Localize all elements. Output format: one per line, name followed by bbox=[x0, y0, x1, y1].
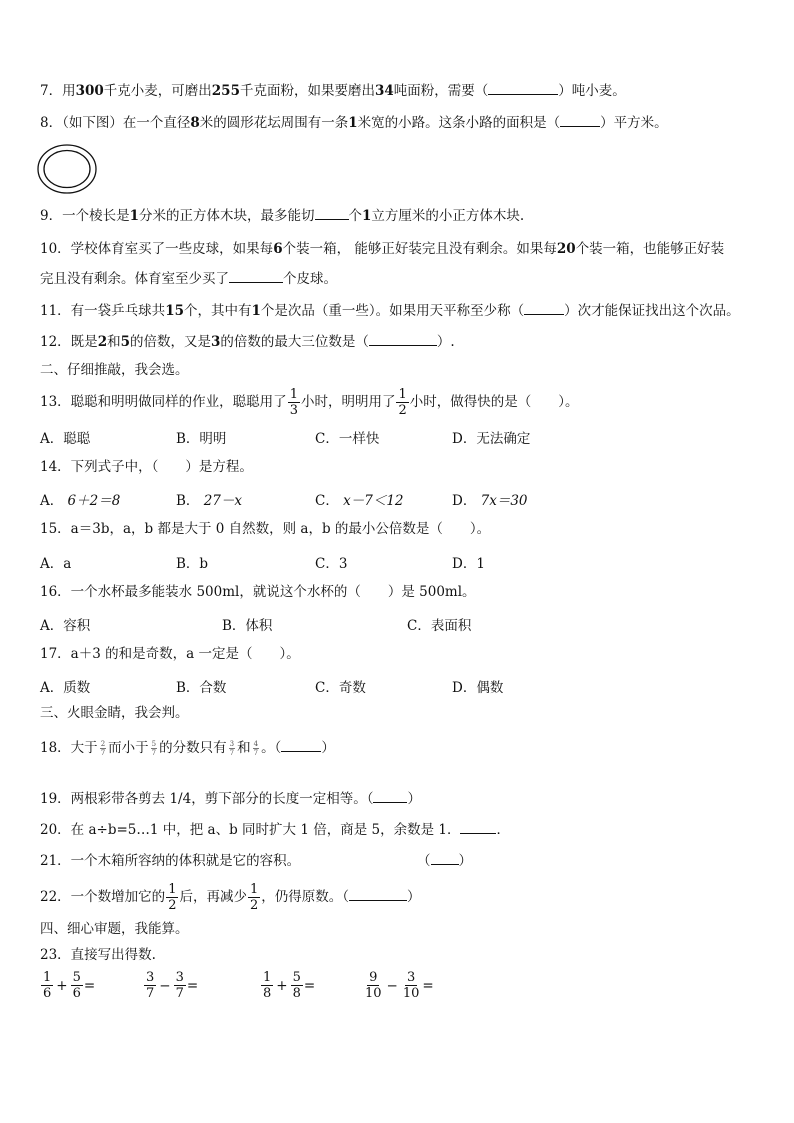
answer-blank[interactable] bbox=[431, 852, 459, 865]
number: 1 bbox=[251, 303, 261, 319]
question-7 bbox=[40, 82, 626, 100]
number: 1 bbox=[348, 115, 358, 131]
option-d[interactable]: D．偶数 bbox=[452, 680, 504, 696]
calc-item-3 bbox=[260, 970, 315, 1001]
text: 8．（如下图）在一个直径 bbox=[40, 115, 191, 131]
text: 的分数只有 bbox=[159, 740, 227, 756]
text: ） bbox=[407, 889, 421, 905]
question-10 bbox=[40, 240, 724, 258]
text: 10．学校体育室买了一些皮球，如果每 bbox=[40, 241, 274, 257]
numerator: 1 bbox=[249, 882, 259, 897]
text: 个，其中有 bbox=[183, 303, 252, 319]
operator: − bbox=[386, 977, 398, 994]
section-3-heading: 三、火眼金睛，我会判。 bbox=[40, 705, 189, 721]
operator: + bbox=[276, 977, 288, 994]
fraction bbox=[248, 882, 260, 913]
number: 6 bbox=[273, 241, 283, 257]
text: 完且没有剩余。体育室至少买了 bbox=[40, 271, 229, 287]
denominator: 2 bbox=[249, 898, 259, 913]
question-18 bbox=[40, 737, 335, 759]
denominator: 2 bbox=[398, 403, 407, 418]
denominator: 2 bbox=[168, 898, 177, 913]
question-21-answer bbox=[417, 852, 472, 870]
number: 20 bbox=[556, 241, 576, 257]
question-21 bbox=[40, 852, 300, 870]
text: 的倍数的最大三位数是（ bbox=[220, 334, 369, 350]
expression: 7x＝30 bbox=[480, 493, 528, 509]
numerator: 5 bbox=[151, 740, 157, 748]
denominator: 10 bbox=[365, 986, 382, 1001]
text: ） bbox=[321, 740, 335, 756]
fraction bbox=[291, 970, 303, 1001]
text: 。（ bbox=[261, 740, 282, 756]
expression: x－7＜12 bbox=[343, 493, 404, 509]
answer-blank[interactable] bbox=[281, 739, 321, 752]
text: 20．在 a÷b=5…1 中，把 a、b 同时扩大 1 倍，商是 5，余数是 1． bbox=[40, 822, 461, 838]
option-c[interactable]: C．3 bbox=[315, 556, 348, 572]
fraction bbox=[71, 970, 83, 1001]
number: 255 bbox=[211, 83, 240, 99]
calc-item-2 bbox=[143, 970, 198, 1001]
question-14: 14．下列式子中，（ ）是方程。 bbox=[40, 459, 253, 475]
inner-circle bbox=[44, 151, 90, 188]
option-b[interactable]: B．合数 bbox=[176, 680, 227, 696]
equals-sign: = bbox=[186, 977, 199, 994]
text: 千克面粉，如果要磨出 bbox=[239, 83, 375, 99]
answer-blank[interactable] bbox=[315, 207, 349, 220]
fraction bbox=[41, 970, 53, 1001]
text: 吨面粉，需要（ bbox=[393, 83, 489, 99]
answer-blank[interactable] bbox=[349, 888, 407, 901]
question-13 bbox=[40, 386, 579, 418]
numerator: 1 bbox=[168, 882, 177, 897]
question-12 bbox=[40, 333, 455, 351]
text: 18．大于 bbox=[40, 740, 98, 756]
text: 13．聪聪和明明做同样的作业，聪聪用了 bbox=[40, 394, 287, 410]
denominator: 8 bbox=[263, 986, 272, 1001]
fraction bbox=[401, 970, 422, 1001]
text: ）平方米。 bbox=[600, 115, 668, 131]
question-16: 16．一个水杯最多能装水 500ml，就说这个水杯的（ ）是 500ml。 bbox=[40, 584, 476, 600]
fraction bbox=[261, 970, 273, 1001]
numerator: 1 bbox=[398, 387, 407, 402]
text: 11．有一袋乒乓球共 bbox=[40, 303, 166, 319]
numerator: 5 bbox=[72, 970, 81, 985]
question-19 bbox=[40, 790, 421, 808]
denominator: 7 bbox=[100, 749, 106, 757]
text: 分米的正方体木块，最多能切 bbox=[139, 208, 315, 224]
fraction bbox=[150, 740, 158, 757]
fraction bbox=[288, 387, 300, 418]
text: ）吨小麦。 bbox=[558, 83, 626, 99]
numerator: 3 bbox=[406, 970, 416, 985]
option-label: D． bbox=[452, 493, 477, 509]
fraction bbox=[99, 740, 107, 757]
outer-circle bbox=[38, 145, 96, 193]
denominator: 6 bbox=[72, 986, 81, 1001]
text: 小时，明明用了 bbox=[300, 394, 396, 410]
answer-blank[interactable] bbox=[229, 270, 283, 283]
text: 个装一箱， 能够正好装完且没有剩余。如果每 bbox=[282, 241, 557, 257]
text: ）. bbox=[436, 334, 455, 350]
number: 1 bbox=[362, 208, 372, 224]
equals-sign: = bbox=[303, 977, 316, 994]
text: 21．一个木箱所容纳的体积就是它的容积。 bbox=[40, 853, 301, 869]
question-9 bbox=[40, 207, 524, 225]
denominator: 10 bbox=[402, 986, 420, 1001]
question-23: 23．直接写出得数. bbox=[40, 947, 156, 963]
option-label: A． bbox=[40, 493, 64, 509]
number: 5 bbox=[120, 334, 130, 350]
option-b[interactable]: B．体积 bbox=[222, 618, 273, 634]
answer-blank[interactable] bbox=[524, 302, 564, 315]
option-a[interactable] bbox=[40, 489, 120, 509]
question-8 bbox=[40, 114, 668, 132]
fraction bbox=[166, 882, 178, 913]
fraction bbox=[144, 970, 156, 1001]
text: 个装一箱，也能够正好装 bbox=[575, 241, 725, 257]
option-b[interactable]: B．明明 bbox=[176, 431, 227, 447]
number: 1 bbox=[129, 208, 139, 224]
equals-sign: = bbox=[83, 977, 96, 994]
answer-blank[interactable] bbox=[373, 790, 407, 803]
text: 的倍数，又是 bbox=[130, 334, 211, 350]
answer-blank[interactable] bbox=[560, 114, 600, 127]
option-c[interactable]: C．表面积 bbox=[407, 618, 472, 634]
option-a[interactable]: A．容积 bbox=[40, 618, 91, 634]
circular-flowerbed-figure bbox=[36, 143, 98, 195]
fraction bbox=[174, 970, 186, 1001]
text: 7．用 bbox=[40, 83, 76, 99]
numerator: 9 bbox=[369, 970, 378, 985]
option-d[interactable]: D．1 bbox=[452, 556, 485, 572]
number: 34 bbox=[374, 83, 394, 99]
text: ） bbox=[407, 791, 421, 807]
option-a[interactable]: A．聪聪 bbox=[40, 431, 91, 447]
text: 千克小麦，可磨出 bbox=[103, 83, 212, 99]
option-b[interactable] bbox=[176, 489, 242, 509]
option-d[interactable]: D．无法确定 bbox=[452, 431, 531, 447]
text: ，仍得原数。（ bbox=[261, 889, 349, 905]
denominator: 7 bbox=[151, 749, 157, 757]
option-b[interactable]: B．b bbox=[176, 556, 209, 572]
numerator: 5 bbox=[292, 970, 301, 985]
equals-sign: = bbox=[422, 977, 434, 994]
text: 19．两根彩带各剪去 1/4，剪下部分的长度一定相等。（ bbox=[40, 791, 374, 807]
section-2-heading: 二、仔细推敲，我会选。 bbox=[40, 362, 189, 378]
number: 2 bbox=[97, 334, 108, 350]
expression: 6＋2＝8 bbox=[67, 493, 121, 509]
text: 米宽的小路。这条小路的面积是（ bbox=[357, 115, 561, 131]
fraction bbox=[363, 970, 384, 1001]
denominator: 3 bbox=[289, 403, 298, 418]
question-17: 17．a＋3 的和是奇数，a 一定是（ ）。 bbox=[40, 646, 300, 662]
option-label: B． bbox=[176, 493, 200, 509]
text: 后，再减少 bbox=[179, 889, 247, 905]
text: 和 bbox=[107, 334, 121, 350]
option-label: C． bbox=[315, 493, 339, 509]
option-a[interactable]: A．a bbox=[40, 556, 72, 572]
numerator: 1 bbox=[43, 970, 52, 985]
answer-blank[interactable] bbox=[369, 333, 437, 346]
operator: + bbox=[56, 977, 68, 994]
text: 而小于 bbox=[108, 740, 149, 756]
question-10-line-2 bbox=[40, 270, 337, 288]
text: 12．既是 bbox=[40, 334, 98, 350]
expression: 27－x bbox=[203, 493, 243, 509]
option-c[interactable]: C．一样快 bbox=[315, 431, 380, 447]
denominator: 7 bbox=[229, 749, 235, 757]
text: 个 bbox=[348, 208, 362, 224]
text: 和 bbox=[237, 740, 251, 756]
numerator: 1 bbox=[289, 387, 298, 402]
option-d[interactable] bbox=[452, 489, 528, 509]
calc-item-1 bbox=[40, 970, 95, 1001]
option-c[interactable] bbox=[315, 489, 404, 509]
text: 米的圆形花坛周围有一条 bbox=[199, 115, 349, 131]
question-20 bbox=[40, 821, 510, 839]
question-11 bbox=[40, 302, 740, 320]
number: 8 bbox=[190, 115, 200, 131]
answer-blank[interactable] bbox=[488, 82, 558, 95]
option-a[interactable]: A．质数 bbox=[40, 680, 91, 696]
text: 立方厘米的小正方体木块. bbox=[371, 208, 525, 224]
text: 个皮球。 bbox=[283, 271, 337, 287]
numerator: 3 bbox=[146, 970, 155, 985]
number: 15 bbox=[165, 303, 184, 319]
numerator: 1 bbox=[263, 970, 272, 985]
numerator: 3 bbox=[175, 970, 184, 985]
denominator: 6 bbox=[43, 986, 52, 1001]
denominator: 7 bbox=[175, 986, 184, 1001]
number: 3 bbox=[211, 334, 221, 350]
text: ）次才能保证找出这个次品。 bbox=[564, 303, 740, 319]
numerator: 4 bbox=[253, 740, 259, 748]
fraction bbox=[228, 740, 236, 757]
section-4-heading: 四、细心审题，我能算。 bbox=[40, 921, 189, 937]
answer-blank[interactable] bbox=[460, 821, 496, 834]
denominator: 8 bbox=[292, 986, 301, 1001]
operator: − bbox=[159, 977, 171, 994]
question-15: 15．a＝3b，a，b 都是大于 0 自然数，则 a，b 的最小公倍数是（ ）。 bbox=[40, 521, 491, 537]
fraction bbox=[252, 740, 260, 757]
denominator: 7 bbox=[146, 986, 155, 1001]
numerator: 2 bbox=[100, 740, 106, 748]
text: （ bbox=[417, 853, 431, 869]
text: 9．一个棱长是 bbox=[40, 208, 130, 224]
denominator: 7 bbox=[253, 749, 259, 757]
question-22 bbox=[40, 880, 421, 914]
text: 22．一个数增加它的 bbox=[40, 889, 166, 905]
option-c[interactable]: C．奇数 bbox=[315, 680, 366, 696]
calc-item-4 bbox=[362, 970, 434, 1001]
fraction bbox=[396, 387, 408, 418]
text: 个是次品（重一些）。如果用天平称至少称（ bbox=[260, 303, 525, 319]
numerator: 3 bbox=[229, 740, 235, 748]
text: ． bbox=[496, 822, 510, 838]
number: 300 bbox=[75, 83, 104, 99]
text: 小时，做得快的是（ ）。 bbox=[409, 394, 579, 410]
text: ） bbox=[458, 853, 472, 869]
